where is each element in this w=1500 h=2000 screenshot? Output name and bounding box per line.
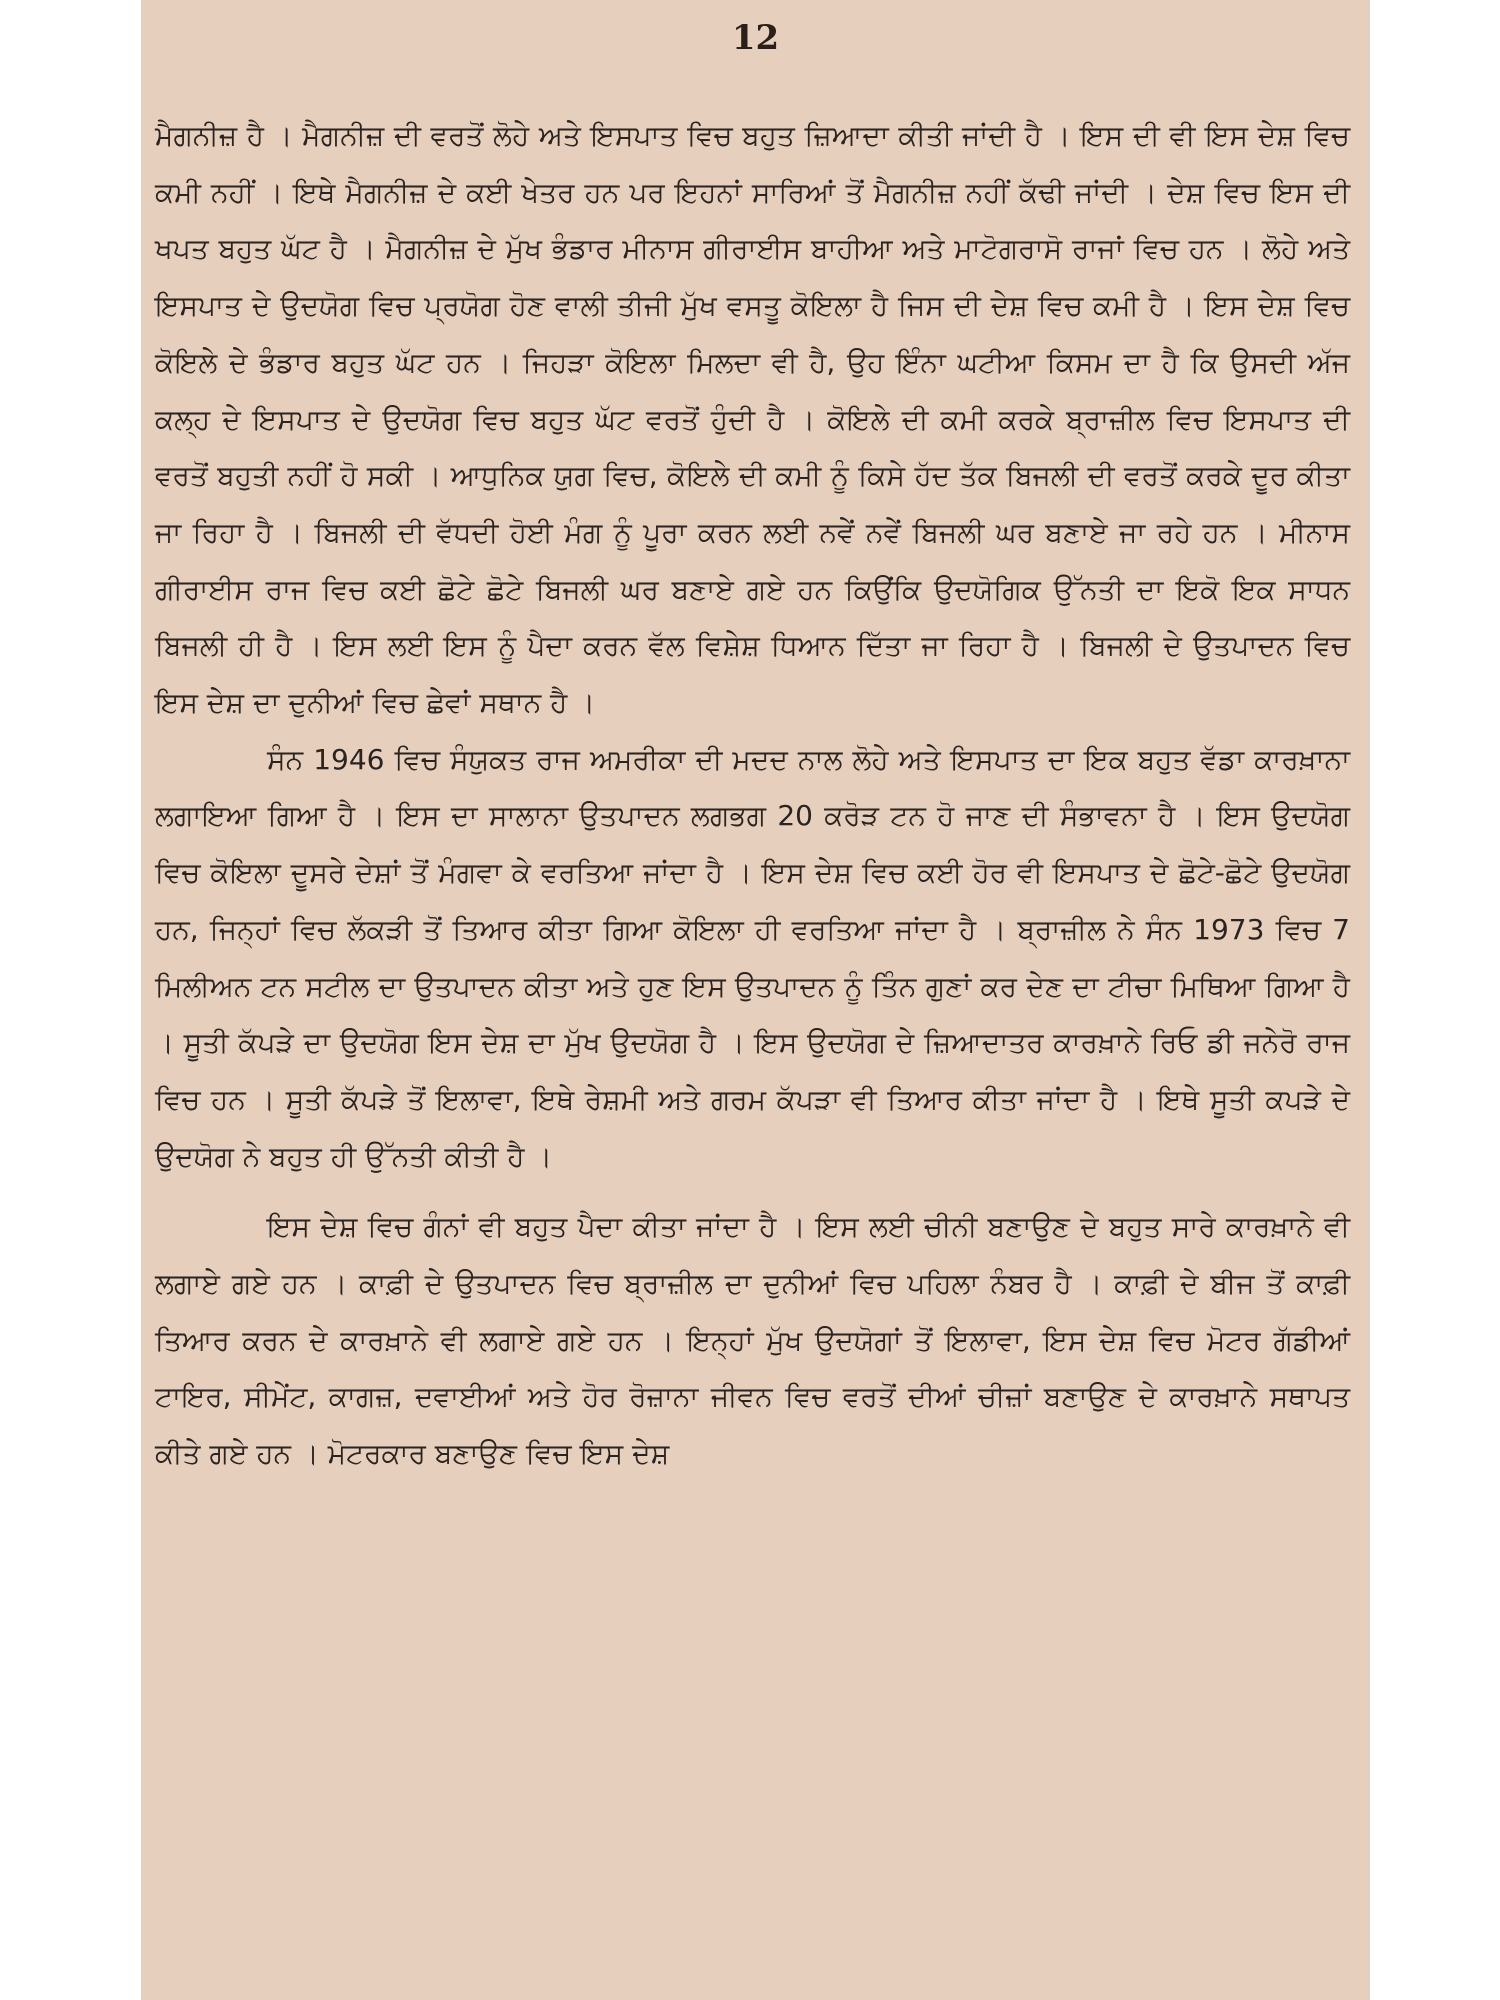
book-page xyxy=(141,0,1370,2000)
page-body xyxy=(155,108,1350,1483)
page-number: 12 xyxy=(731,18,780,58)
paragraph-steel-textile: ਸੰਨ 1946 ਵਿਚ ਸੰਯੁਕਤ ਰਾਜ ਅਮਰੀਕਾ ਦੀ ਮਦਦ ਨਾਲ ਲੋਹੇ ਅਤੇ ਇਸਪਾਤ ਦਾ ਇਕ ਬਹੁਤ ਵੱਡਾ ਕਾਰਖ਼ਾਨਾ ਲਗਾਇਆ ਗਿਆ ਹੈ । ਇਸ ਦਾ ਸਾਲਾਨਾ ਉਤਪਾਦਨ ਲਗਭਗ 20 ਕਰੋੜ ਟਨ ਹੋ ਜਾਣ ਦੀ ਸੰਭਾਵਨਾ ਹੈ । ਇਸ ਉਦਯੋਗ ਵਿਚ ਕੋਇਲਾ ਦੂਸਰੇ ਦੇਸ਼ਾਂ ਤੋਂ ਮੰਗਵਾ ਕੇ ਵਰਤਿਆ ਜਾਂਦਾ ਹੈ । ਇਸ ਦੇਸ਼ ਵਿਚ ਕਈ ਹੋਰ ਵੀ ਇਸਪਾਤ ਦੇ ਛੋਟੇ-ਛੋਟੇ ਉਦਯੋਗ ਹਨ, ਜਿਨ੍ਹਾਂ ਵਿਚ ਲੱਕੜੀ ਤੋਂ ਤਿਆਰ ਕੀਤਾ ਗਿਆ ਕੋਇਲਾ ਹੀ ਵਰਤਿਆ ਜਾਂਦਾ ਹੈ । ਬ੍ਰਾਜ਼ੀਲ ਨੇ ਸੰਨ 1973 ਵਿਚ 7 ਮਿਲੀਅਨ ਟਨ ਸਟੀਲ ਦਾ ਉਤਪਾਦਨ ਕੀਤਾ ਅਤੇ ਹੁਣ ਇਸ ਉਤਪਾਦਨ ਨੂੰ ਤਿੰਨ ਗੁਣਾਂ ਕਰ ਦੇਣ ਦਾ ਟੀਚਾ ਮਿਥਿਆ ਗਿਆ ਹੈ । ਸੂਤੀ ਕੱਪੜੇ ਦਾ ਉਦਯੋਗ ਇਸ ਦੇਸ਼ ਦਾ ਮੁੱਖ ਉਦਯੋਗ ਹੈ । ਇਸ ਉਦਯੋਗ ਦੇ ਜ਼ਿਆਦਾਤਰ ਕਾਰਖ਼ਾਨੇ ਰਿਓ ਡੀ ਜਨੇਰੋ ਰਾਜ ਵਿਚ ਹਨ । ਸੂਤੀ ਕੱਪੜੇ ਤੋਂ ਇਲਾਵਾ, ਇਥੇ ਰੇਸ਼ਮੀ ਅਤੇ ਗਰਮ ਕੱਪੜਾ ਵੀ ਤਿਆਰ ਕੀਤਾ ਜਾਂਦਾ ਹੈ । ਇਥੇ ਸੂਤੀ ਕਪੜੇ ਦੇ ਉਦਯੋਗ ਨੇ ਬਹੁਤ ਹੀ ਉੱਨਤੀ ਕੀਤੀ ਹੈ । xyxy=(155,742,1350,1173)
paragraph-sugar-coffee: ਇਸ ਦੇਸ਼ ਵਿਚ ਗੰਨਾਂ ਵੀ ਬਹੁਤ ਪੈਦਾ ਕੀਤਾ ਜਾਂਦਾ ਹੈ । ਇਸ ਲਈ ਚੀਨੀ ਬਣਾਉਣ ਦੇ ਬਹੁਤ ਸਾਰੇ ਕਾਰਖ਼ਾਨੇ ਵੀ ਲਗਾਏ ਗਏ ਹਨ । ਕਾਫ਼ੀ ਦੇ ਉਤਪਾਦਨ ਵਿਚ ਬ੍ਰਾਜ਼ੀਲ ਦਾ ਦੁਨੀਆਂ ਵਿਚ ਪਹਿਲਾ ਨੰਬਰ ਹੈ । ਕਾਫ਼ੀ ਦੇ ਬੀਜ ਤੋਂ ਕਾਫ਼ੀ ਤਿਆਰ ਕਰਨ ਦੇ ਕਾਰਖ਼ਾਨੇ ਵੀ ਲਗਾਏ ਗਏ ਹਨ । ਇਨ੍ਹਾਂ ਮੁੱਖ ਉਦਯੋਗਾਂ ਤੋਂ ਇਲਾਵਾ, ਇਸ ਦੇਸ਼ ਵਿਚ ਮੋਟਰ ਗੱਡੀਆਂ ਟਾਇਰ, ਸੀਮੇਂਟ, ਕਾਗਜ਼, ਦਵਾਈਆਂ ਅਤੇ ਹੋਰ ਰੋਜ਼ਾਨਾ ਜੀਵਨ ਵਿਚ ਵਰਤੋਂ ਦੀਆਂ ਚੀਜ਼ਾਂ ਬਣਾਉਣ ਦੇ ਕਾਰਖ਼ਾਨੇ ਸਥਾਪਤ ਕੀਤੇ ਗਏ ਹਨ । ਮੋਟਰਕਾਰ ਬਣਾਉਣ ਵਿਚ ਇਸ ਦੇਸ਼ xyxy=(155,1210,1350,1471)
paragraph-manganese-coal: ਮੈਗਨੀਜ਼ ਹੈ । ਮੈਗਨੀਜ਼ ਦੀ ਵਰਤੋਂ ਲੋਹੇ ਅਤੇ ਇਸਪਾਤ ਵਿਚ ਬਹੁਤ ਜ਼ਿਆਦਾ ਕੀਤੀ ਜਾਂਦੀ ਹੈ । ਇਸ ਦੀ ਵੀ ਇਸ ਦੇਸ਼ ਵਿਚ ਕਮੀ ਨਹੀਂ । ਇਥੇ ਮੈਗਨੀਜ਼ ਦੇ ਕਈ ਖੇਤਰ ਹਨ ਪਰ ਇਹਨਾਂ ਸਾਰਿਆਂ ਤੋਂ ਮੈਗਨੀਜ਼ ਨਹੀਂ ਕੱਢੀ ਜਾਂਦੀ । ਦੇਸ਼ ਵਿਚ ਇਸ ਦੀ ਖਪਤ ਬਹੁਤ ਘੱਟ ਹੈ । ਮੈਗਨੀਜ਼ ਦੇ ਮੁੱਖ ਭੰਡਾਰ ਮੀਨਾਸ ਗੀਰਾਈਸ ਬਾਹੀਆ ਅਤੇ ਮਾਟੋਗਰਾਸੋ ਰਾਜਾਂ ਵਿਚ ਹਨ । ਲੋਹੇ ਅਤੇ ਇਸਪਾਤ ਦੇ ਉਦਯੋਗ ਵਿਚ ਪ੍ਰਯੋਗ ਹੋਣ ਵਾਲੀ ਤੀਜੀ ਮੁੱਖ ਵਸਤੂ ਕੋਇਲਾ ਹੈ ਜਿਸ ਦੀ ਦੇਸ਼ ਵਿਚ ਕਮੀ ਹੈ । ਇਸ ਦੇਸ਼ ਵਿਚ ਕੋਇਲੇ ਦੇ ਭੰਡਾਰ ਬਹੁਤ ਘੱਟ ਹਨ । ਜਿਹੜਾ ਕੋਇਲਾ ਮਿਲਦਾ ਵੀ ਹੈ, ਉਹ ਇੰਨਾ ਘਟੀਆ ਕਿਸਮ ਦਾ ਹੈ ਕਿ ਉਸਦੀ ਅੱਜ ਕਲ੍ਹ ਦੇ ਇਸਪਾਤ ਦੇ ਉਦਯੋਗ ਵਿਚ ਬਹੁਤ ਘੱਟ ਵਰਤੋਂ ਹੁੰਦੀ ਹੈ । ਕੋਇਲੇ ਦੀ ਕਮੀ ਕਰਕੇ ਬ੍ਰਾਜ਼ੀਲ ਵਿਚ ਇਸਪਾਤ ਦੀ ਵਰਤੋਂ ਬਹੁਤੀ ਨਹੀਂ ਹੋ ਸਕੀ । ਆਧੁਨਿਕ ਯੁਗ ਵਿਚ, ਕੋਇਲੇ ਦੀ ਕਮੀ ਨੂੰ ਕਿਸੇ ਹੱਦ ਤੱਕ ਬਿਜਲੀ ਦੀ ਵਰਤੋਂ ਕਰਕੇ ਦੂਰ ਕੀਤਾ ਜਾ ਰਿਹਾ ਹੈ । ਬਿਜਲੀ ਦੀ ਵੱਧਦੀ ਹੋਈ ਮੰਗ ਨੂੰ ਪੂਰਾ ਕਰਨ ਲਈ ਨਵੇਂ ਨਵੇਂ ਬਿਜਲੀ ਘਰ ਬਣਾਏ ਜਾ ਰਹੇ ਹਨ । ਮੀਨਾਸ ਗੀਰਾਈਸ ਰਾਜ ਵਿਚ ਕਈ ਛੋਟੇ ਛੋਟੇ ਬਿਜਲੀ ਘਰ ਬਣਾਏ ਗਏ ਹਨ ਕਿਉਂਕਿ ਉਦਯੋਗਿਕ ਉੱਨਤੀ ਦਾ ਇਕੋ ਇਕ ਸਾਧਨ ਬਿਜਲੀ ਹੀ ਹੈ । ਇਸ ਲਈ ਇਸ ਨੂੰ ਪੈਦਾ ਕਰਨ ਵੱਲ ਵਿਸ਼ੇਸ਼ ਧਿਆਨ ਦਿੱਤਾ ਜਾ ਰਿਹਾ ਹੈ । ਬਿਜਲੀ ਦੇ ਉਤਪਾਦਨ ਵਿਚ ਇਸ ਦੇਸ਼ ਦਾ ਦੁਨੀਆਂ ਵਿਚ ਛੇਵਾਂ ਸਥਾਨ ਹੈ । xyxy=(155,119,1350,720)
